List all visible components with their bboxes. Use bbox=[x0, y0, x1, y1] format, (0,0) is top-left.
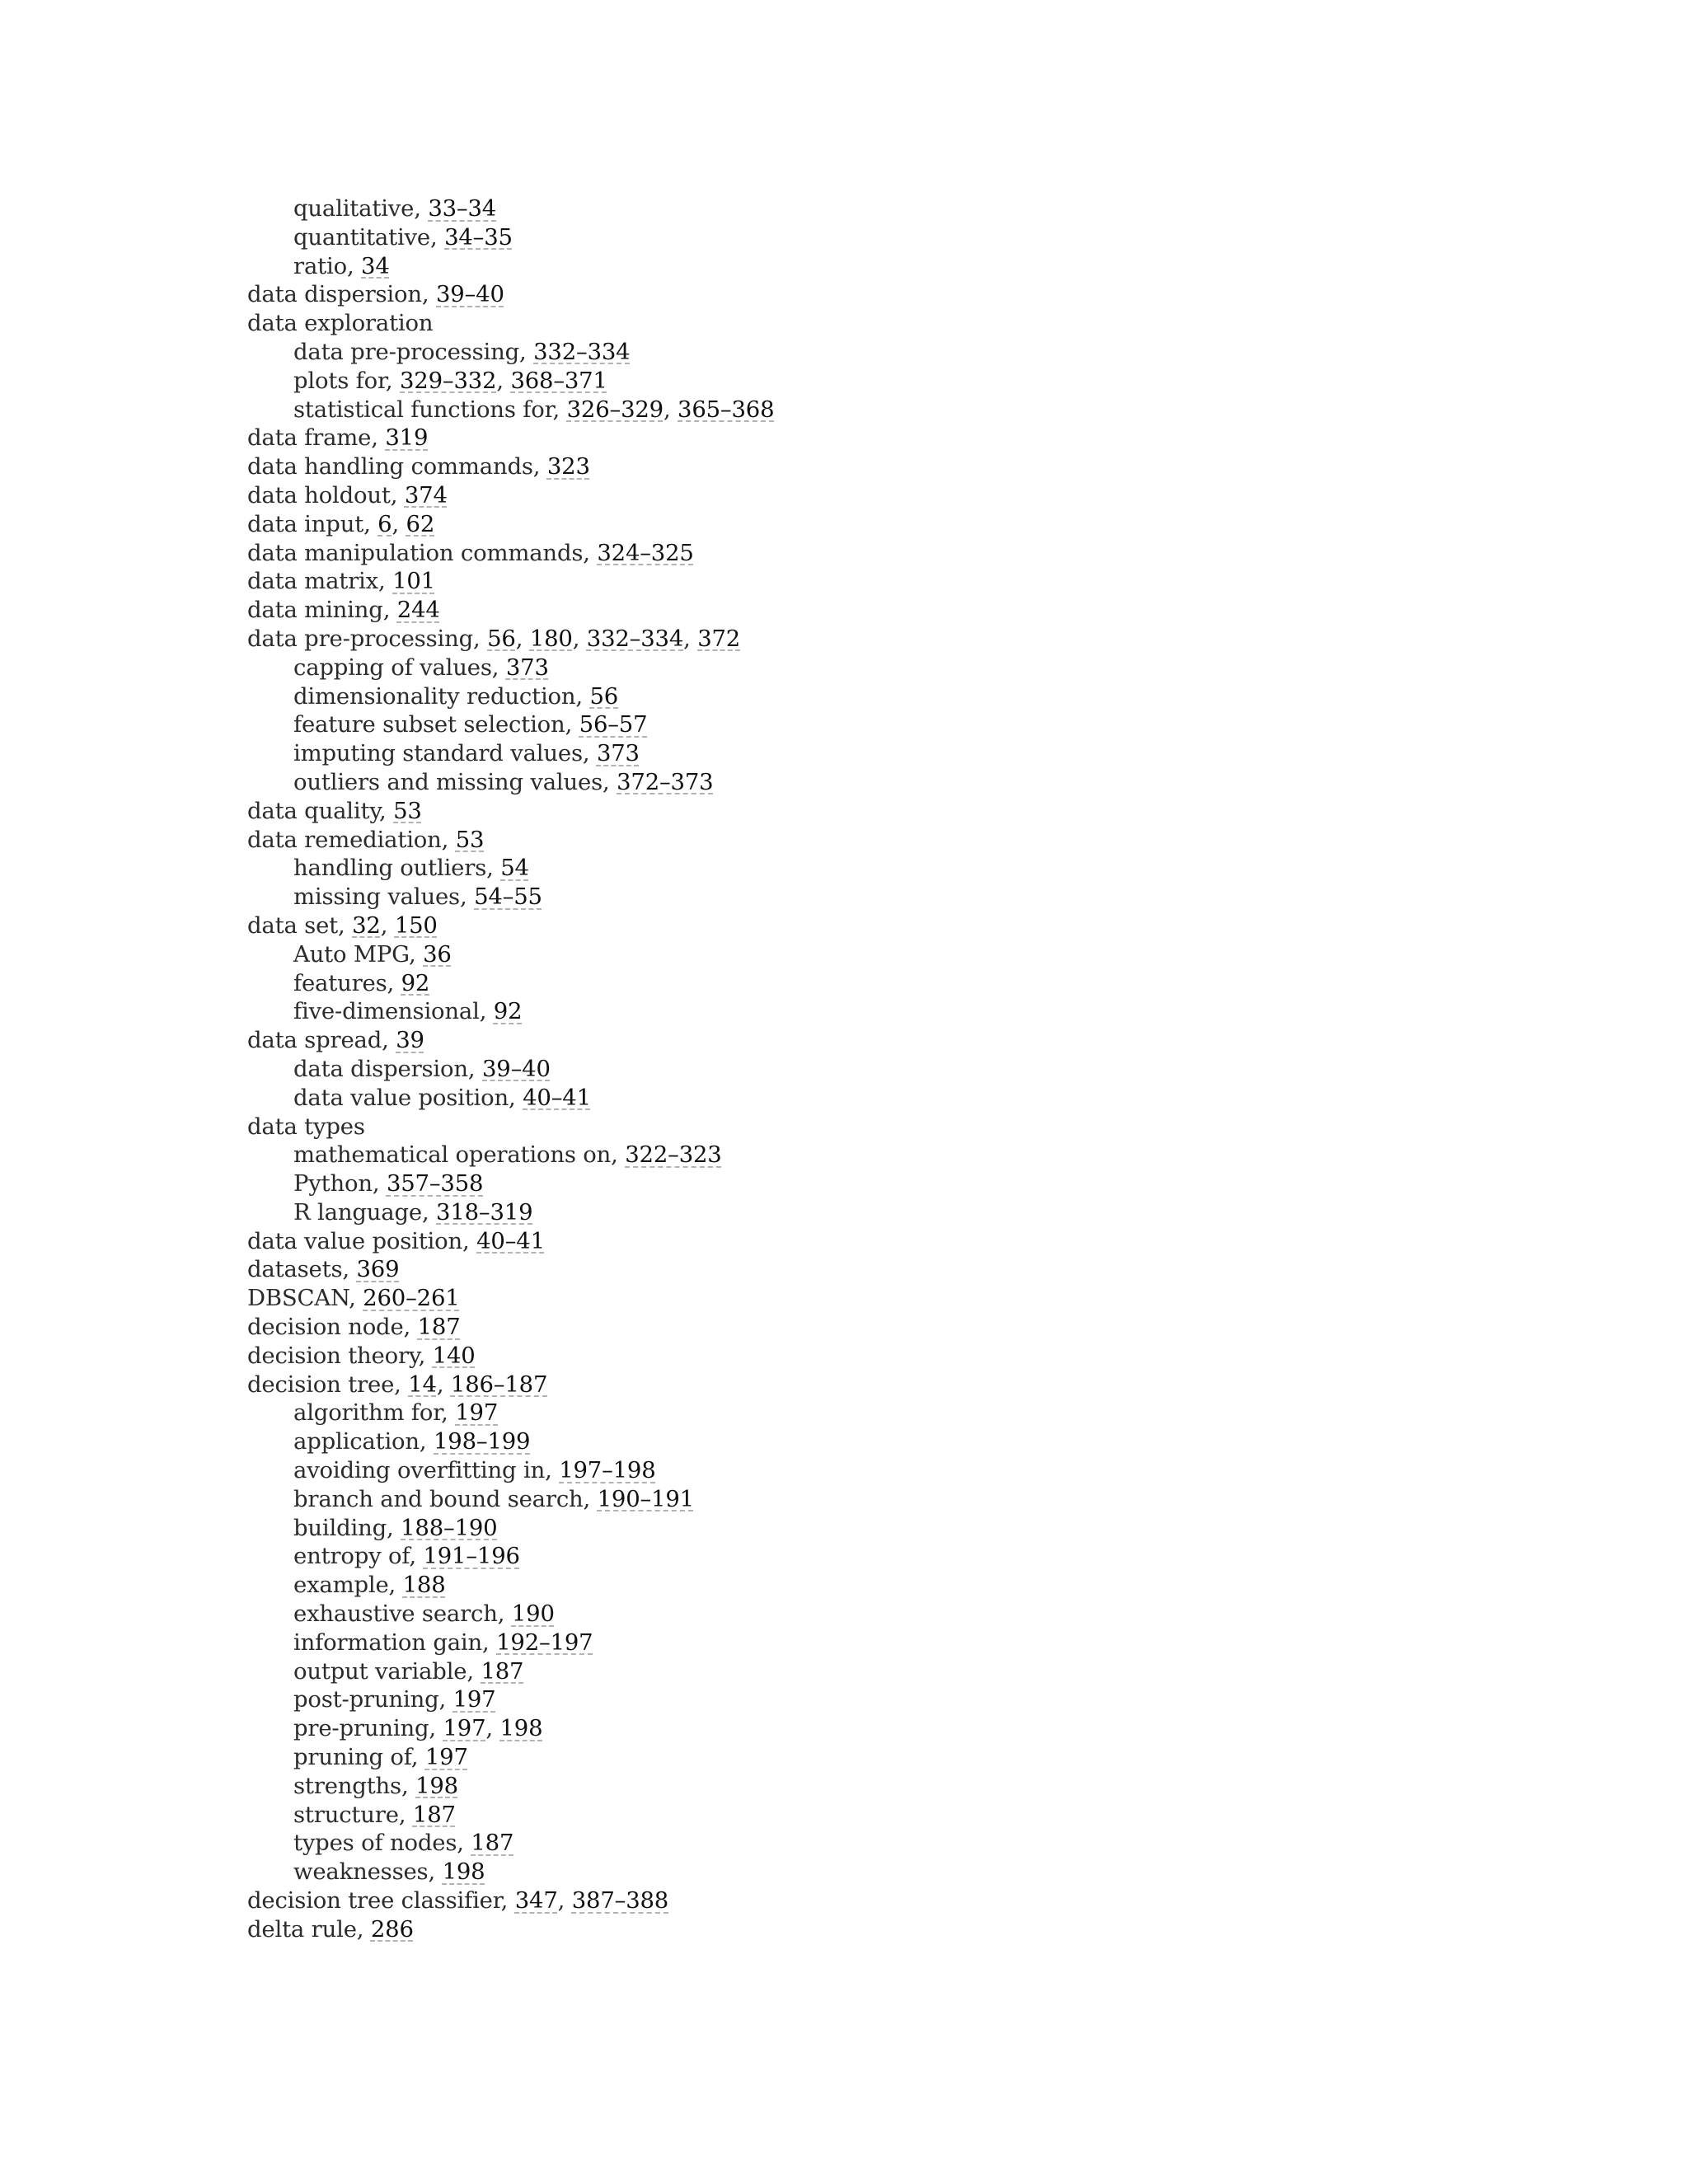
page-ref-link[interactable]: 56 bbox=[589, 682, 619, 710]
page-ref-link[interactable]: 365–368 bbox=[678, 396, 775, 423]
page-ref-link[interactable]: 39–40 bbox=[436, 281, 504, 308]
index-separator: , bbox=[414, 195, 429, 222]
page-ref-link[interactable]: 197 bbox=[452, 1686, 496, 1713]
page-ref-link[interactable]: 140 bbox=[432, 1342, 476, 1369]
page-ref-link[interactable]: 260–261 bbox=[363, 1285, 460, 1312]
index-entry bbox=[247, 1313, 1566, 1342]
index-subentry bbox=[247, 1485, 1566, 1514]
index-separator: , bbox=[509, 1084, 523, 1111]
index-separator: , bbox=[421, 1198, 437, 1226]
index-separator: , bbox=[349, 1285, 363, 1312]
index-separator: , bbox=[473, 625, 488, 652]
index-entry bbox=[247, 1113, 1566, 1141]
index-term: types of nodes bbox=[293, 1830, 457, 1857]
page-ref-link[interactable]: 324–325 bbox=[597, 539, 694, 566]
index-separator: , bbox=[479, 998, 494, 1025]
page-ref-link[interactable]: 53 bbox=[455, 826, 485, 853]
index-separator: , bbox=[419, 1428, 434, 1455]
index-separator: , bbox=[382, 1027, 396, 1054]
page-ref-link[interactable]: 244 bbox=[396, 597, 440, 624]
index-entry bbox=[247, 452, 1566, 481]
index-subentry bbox=[247, 1829, 1566, 1858]
index-subentry bbox=[247, 1600, 1566, 1629]
index-term: data frame bbox=[247, 424, 372, 452]
index-entry bbox=[247, 1284, 1566, 1313]
index-separator: , bbox=[408, 940, 424, 968]
index-separator: , bbox=[519, 338, 534, 365]
page-ref-link[interactable]: 34 bbox=[361, 252, 390, 279]
index-subentry bbox=[247, 1743, 1566, 1772]
index-entry bbox=[247, 1915, 1566, 1944]
index-separator: , bbox=[380, 912, 395, 939]
index-term: data manipulation commands bbox=[247, 539, 584, 566]
index-separator: , bbox=[392, 510, 406, 537]
index-term: information gain bbox=[293, 1629, 483, 1656]
index-term: statistical functions for bbox=[293, 396, 553, 423]
index-separator: , bbox=[485, 1715, 500, 1742]
index-page bbox=[247, 194, 1566, 1944]
index-separator: , bbox=[583, 1485, 598, 1512]
index-term: Python bbox=[293, 1170, 373, 1197]
index-subentry bbox=[247, 1542, 1566, 1571]
index-subentry bbox=[247, 1801, 1566, 1830]
page-ref-link[interactable]: 191–196 bbox=[423, 1543, 520, 1570]
index-subentry bbox=[247, 854, 1566, 883]
index-term: data types bbox=[247, 1113, 365, 1140]
index-entry bbox=[247, 567, 1566, 596]
page-ref-link[interactable]: 387–388 bbox=[571, 1887, 669, 1915]
index-term: data quality bbox=[247, 797, 380, 824]
index-separator: , bbox=[342, 1256, 357, 1283]
index-subentry bbox=[247, 710, 1566, 739]
page-ref-link[interactable]: 197–198 bbox=[559, 1457, 656, 1484]
index-entry bbox=[247, 424, 1566, 452]
index-entry bbox=[247, 1886, 1566, 1915]
index-subentry bbox=[247, 1629, 1566, 1657]
index-separator: , bbox=[346, 252, 362, 279]
index-subentry bbox=[247, 969, 1566, 998]
page-ref-link[interactable]: 372–373 bbox=[617, 768, 714, 795]
index-term: weaknesses bbox=[293, 1858, 429, 1886]
index-term: mathematical operations on bbox=[293, 1141, 612, 1169]
index-separator: , bbox=[565, 711, 579, 738]
index-subentry bbox=[247, 1141, 1566, 1169]
page-ref-link[interactable]: 32 bbox=[352, 912, 381, 939]
index-separator: , bbox=[441, 1399, 456, 1427]
index-separator: , bbox=[382, 597, 397, 624]
page-ref-link[interactable]: 92 bbox=[493, 998, 523, 1025]
index-subentry bbox=[247, 940, 1566, 969]
index-subentry bbox=[247, 396, 1566, 424]
index-term: data pre-processing bbox=[293, 338, 520, 365]
index-separator: , bbox=[467, 1055, 482, 1082]
page-ref-link[interactable]: 347 bbox=[514, 1887, 558, 1915]
page-ref-link[interactable]: 33–34 bbox=[428, 195, 497, 222]
index-separator: , bbox=[683, 625, 698, 652]
page-ref-link[interactable]: 101 bbox=[392, 568, 435, 595]
index-separator: , bbox=[603, 768, 617, 795]
index-term: data input bbox=[247, 510, 364, 537]
page-ref-link[interactable]: 188 bbox=[402, 1572, 446, 1599]
index-subentry bbox=[247, 739, 1566, 768]
index-subentry bbox=[247, 997, 1566, 1026]
index-separator: , bbox=[409, 1543, 424, 1570]
index-separator: , bbox=[663, 396, 678, 423]
index-separator: , bbox=[401, 1772, 416, 1799]
index-term: post-pruning bbox=[293, 1686, 439, 1713]
index-term: imputing standard values bbox=[293, 740, 583, 767]
page-ref-link[interactable]: 34–35 bbox=[444, 223, 513, 251]
page-ref-link[interactable]: 36 bbox=[423, 940, 452, 968]
index-subentry bbox=[247, 194, 1566, 223]
index-separator: , bbox=[496, 367, 511, 394]
index-separator: , bbox=[438, 1686, 453, 1713]
index-separator: , bbox=[394, 1371, 409, 1398]
index-separator: , bbox=[371, 424, 386, 452]
index-term: quantitative bbox=[293, 223, 430, 251]
index-subentry bbox=[247, 1169, 1566, 1198]
index-separator: , bbox=[467, 1657, 481, 1685]
index-term: qualitative bbox=[293, 195, 415, 222]
index-term: exhaustive search bbox=[293, 1601, 498, 1628]
page-ref-link[interactable]: 150 bbox=[394, 912, 438, 939]
index-term: features bbox=[293, 969, 387, 996]
index-subentry bbox=[247, 1456, 1566, 1485]
index-separator: , bbox=[436, 1371, 451, 1398]
index-entry bbox=[247, 826, 1566, 855]
page-ref-link[interactable]: 62 bbox=[406, 510, 435, 537]
index-term: outliers and missing values bbox=[293, 768, 603, 795]
index-entry bbox=[247, 539, 1566, 568]
page-ref-link[interactable]: 190 bbox=[511, 1601, 555, 1628]
index-subentry bbox=[247, 682, 1566, 711]
index-entry bbox=[247, 1342, 1566, 1371]
index-term: data holdout bbox=[247, 481, 391, 509]
page-ref-link[interactable]: 197 bbox=[455, 1399, 499, 1427]
index-separator: , bbox=[372, 1170, 387, 1197]
index-subentry bbox=[247, 1685, 1566, 1714]
page-ref-link[interactable]: 332–334 bbox=[586, 625, 684, 652]
index-term: decision node bbox=[247, 1314, 404, 1341]
index-term: data handling commands bbox=[247, 453, 533, 480]
index-term: decision tree classifier bbox=[247, 1887, 501, 1915]
index-term: application bbox=[293, 1428, 420, 1455]
index-term: pruning of bbox=[293, 1744, 411, 1771]
index-separator: , bbox=[387, 969, 401, 996]
index-term: R language bbox=[293, 1198, 422, 1226]
index-separator: , bbox=[575, 682, 590, 710]
page-ref-link[interactable]: 54–55 bbox=[474, 883, 542, 911]
index-separator: , bbox=[515, 625, 530, 652]
page-ref-link[interactable]: 198 bbox=[442, 1858, 485, 1886]
index-subentry bbox=[247, 1657, 1566, 1686]
index-separator: , bbox=[486, 855, 501, 882]
page-ref-link[interactable]: 369 bbox=[356, 1256, 400, 1283]
index-separator: , bbox=[377, 568, 393, 595]
page-ref-link[interactable]: 180 bbox=[529, 625, 573, 652]
page-ref-link[interactable]: 198–199 bbox=[434, 1428, 531, 1455]
index-separator: , bbox=[363, 510, 378, 537]
index-term: data dispersion bbox=[247, 281, 422, 308]
index-term: plots for bbox=[293, 367, 386, 394]
index-separator: , bbox=[441, 826, 456, 853]
index-term: branch and bound search bbox=[293, 1485, 584, 1512]
page-ref-link[interactable]: 332–334 bbox=[533, 338, 631, 365]
page-ref-link[interactable]: 6 bbox=[377, 510, 392, 537]
index-term: data mining bbox=[247, 597, 383, 624]
page-ref-link[interactable]: 186–187 bbox=[450, 1371, 548, 1398]
index-entry bbox=[247, 481, 1566, 510]
page-ref-link[interactable]: 373 bbox=[596, 740, 640, 767]
index-term: decision theory bbox=[247, 1342, 419, 1369]
page-ref-link[interactable]: 323 bbox=[546, 453, 590, 480]
index-separator: , bbox=[388, 1572, 403, 1599]
index-term: entropy of bbox=[293, 1543, 410, 1570]
page-ref-link[interactable]: 56–57 bbox=[579, 711, 648, 738]
index-subentry bbox=[247, 1858, 1566, 1886]
index-subentry bbox=[247, 1055, 1566, 1084]
index-entry bbox=[247, 596, 1566, 625]
index-separator: , bbox=[421, 281, 436, 308]
index-term: avoiding overfitting in bbox=[293, 1457, 546, 1484]
index-subentry bbox=[247, 1514, 1566, 1543]
index-separator: , bbox=[583, 539, 598, 566]
index-subentry bbox=[247, 1399, 1566, 1427]
index-term: output variable bbox=[293, 1657, 467, 1685]
page-ref-link[interactable]: 372 bbox=[697, 625, 741, 652]
page-ref-link[interactable]: 197 bbox=[443, 1715, 486, 1742]
index-separator: , bbox=[491, 654, 506, 681]
index-separator: , bbox=[532, 453, 547, 480]
index-entry bbox=[247, 1371, 1566, 1399]
index-entry bbox=[247, 1026, 1566, 1055]
index-term: five-dimensional bbox=[293, 998, 480, 1025]
page-ref-link[interactable]: 188–190 bbox=[401, 1514, 498, 1541]
index-term: capping of values bbox=[293, 654, 492, 681]
index-subentry bbox=[247, 1571, 1566, 1600]
index-subentry bbox=[247, 338, 1566, 367]
index-subentry bbox=[247, 654, 1566, 682]
index-separator: , bbox=[385, 367, 401, 394]
index-separator: , bbox=[403, 1314, 418, 1341]
page-ref-link[interactable]: 373 bbox=[505, 654, 549, 681]
index-term: pre-pruning bbox=[293, 1715, 429, 1742]
page-ref-link[interactable]: 14 bbox=[408, 1371, 437, 1398]
index-separator: , bbox=[418, 1342, 433, 1369]
index-subentry bbox=[247, 883, 1566, 912]
index-term: handling outliers bbox=[293, 855, 487, 882]
index-separator: , bbox=[429, 223, 445, 251]
index-term: feature subset selection bbox=[293, 711, 565, 738]
index-term: dimensionality reduction bbox=[293, 682, 576, 710]
index-term: data exploration bbox=[247, 310, 434, 337]
index-term: building bbox=[293, 1514, 387, 1541]
index-term: data pre-processing bbox=[247, 625, 474, 652]
index-separator: , bbox=[390, 481, 405, 509]
page-ref-link[interactable]: 197 bbox=[424, 1744, 468, 1771]
index-subentry bbox=[247, 1714, 1566, 1743]
page-ref-link[interactable]: 39–40 bbox=[482, 1055, 551, 1082]
index-separator: , bbox=[572, 625, 587, 652]
index-separator: , bbox=[356, 1915, 371, 1943]
page-ref-link[interactable]: 56 bbox=[487, 625, 516, 652]
page-ref-link[interactable]: 39 bbox=[396, 1027, 424, 1054]
index-separator: , bbox=[428, 1858, 443, 1886]
page-ref-link[interactable]: 368–371 bbox=[510, 367, 607, 394]
index-subentry bbox=[247, 1427, 1566, 1456]
index-term: strengths bbox=[293, 1772, 401, 1799]
page-ref-link[interactable]: 187 bbox=[417, 1314, 461, 1341]
index-entry bbox=[247, 510, 1566, 539]
page-ref-link[interactable]: 54 bbox=[500, 855, 529, 882]
index-term: datasets bbox=[247, 1256, 343, 1283]
index-separator: , bbox=[410, 1744, 425, 1771]
index-separator: , bbox=[552, 396, 567, 423]
page-ref-link[interactable]: 187 bbox=[481, 1657, 524, 1685]
index-entry bbox=[247, 1227, 1566, 1256]
page-ref-link[interactable]: 198 bbox=[499, 1715, 543, 1742]
page-ref-link[interactable]: 198 bbox=[415, 1772, 458, 1799]
index-term: Auto MPG bbox=[293, 940, 409, 968]
index-term: data value position bbox=[293, 1084, 509, 1111]
index-separator: , bbox=[482, 1629, 497, 1656]
page-ref-link[interactable]: 319 bbox=[385, 424, 429, 452]
index-entry bbox=[247, 797, 1566, 826]
index-subentry bbox=[247, 252, 1566, 281]
index-separator: , bbox=[582, 740, 597, 767]
index-separator: , bbox=[398, 1801, 413, 1828]
index-separator: , bbox=[379, 797, 394, 824]
page-ref-link[interactable]: 286 bbox=[370, 1915, 414, 1943]
index-entry bbox=[247, 625, 1566, 654]
index-separator: , bbox=[611, 1141, 626, 1169]
page-ref-link[interactable]: 329–332 bbox=[400, 367, 497, 394]
index-term: data matrix bbox=[247, 568, 378, 595]
page-ref-link[interactable]: 374 bbox=[404, 481, 448, 509]
index-term: delta rule bbox=[247, 1915, 357, 1943]
index-separator: , bbox=[459, 883, 475, 911]
index-separator: , bbox=[545, 1457, 560, 1484]
index-term: data value position bbox=[247, 1227, 463, 1254]
index-term: data dispersion bbox=[293, 1055, 468, 1082]
page-ref-link[interactable]: 318–319 bbox=[436, 1198, 533, 1226]
page-ref-link[interactable]: 53 bbox=[393, 797, 422, 824]
page-ref-link[interactable]: 192–197 bbox=[496, 1629, 593, 1656]
page-ref-link[interactable]: 322–323 bbox=[625, 1141, 722, 1169]
index-subentry bbox=[247, 223, 1566, 252]
index-term: algorithm for bbox=[293, 1399, 442, 1427]
index-entry bbox=[247, 309, 1566, 338]
index-term: data set bbox=[247, 912, 339, 939]
page-ref-link[interactable]: 187 bbox=[471, 1830, 514, 1857]
page-ref-link[interactable]: 40–41 bbox=[523, 1084, 591, 1111]
page-ref-link[interactable]: 92 bbox=[401, 969, 430, 996]
index-term: data spread bbox=[247, 1027, 382, 1054]
index-separator: , bbox=[429, 1715, 443, 1742]
index-subentry bbox=[247, 768, 1566, 797]
index-subentry bbox=[247, 367, 1566, 396]
index-entry bbox=[247, 280, 1566, 309]
index-separator: , bbox=[497, 1601, 512, 1628]
index-term: decision tree bbox=[247, 1371, 395, 1398]
index-separator: , bbox=[457, 1830, 471, 1857]
page-ref-link[interactable]: 357–358 bbox=[386, 1170, 484, 1197]
page-ref-link[interactable]: 40–41 bbox=[476, 1227, 545, 1254]
index-term: missing values bbox=[293, 883, 460, 911]
index-subentry bbox=[247, 1772, 1566, 1801]
page-ref-link[interactable]: 326–329 bbox=[566, 396, 663, 423]
index-subentry bbox=[247, 1198, 1566, 1227]
index-separator: , bbox=[557, 1887, 572, 1915]
page-ref-link[interactable]: 187 bbox=[412, 1801, 456, 1828]
index-entry bbox=[247, 1255, 1566, 1284]
index-term: ratio bbox=[293, 252, 347, 279]
page-ref-link[interactable]: 190–191 bbox=[597, 1485, 694, 1512]
index-term: example bbox=[293, 1572, 389, 1599]
index-entry bbox=[247, 912, 1566, 940]
index-term: structure bbox=[293, 1801, 399, 1828]
index-term: DBSCAN bbox=[247, 1285, 349, 1312]
index-subentry bbox=[247, 1084, 1566, 1113]
index-separator: , bbox=[338, 912, 353, 939]
index-term: data remediation bbox=[247, 826, 442, 853]
index-separator: , bbox=[500, 1887, 515, 1915]
index-separator: , bbox=[387, 1514, 401, 1541]
index-separator: , bbox=[462, 1227, 477, 1254]
